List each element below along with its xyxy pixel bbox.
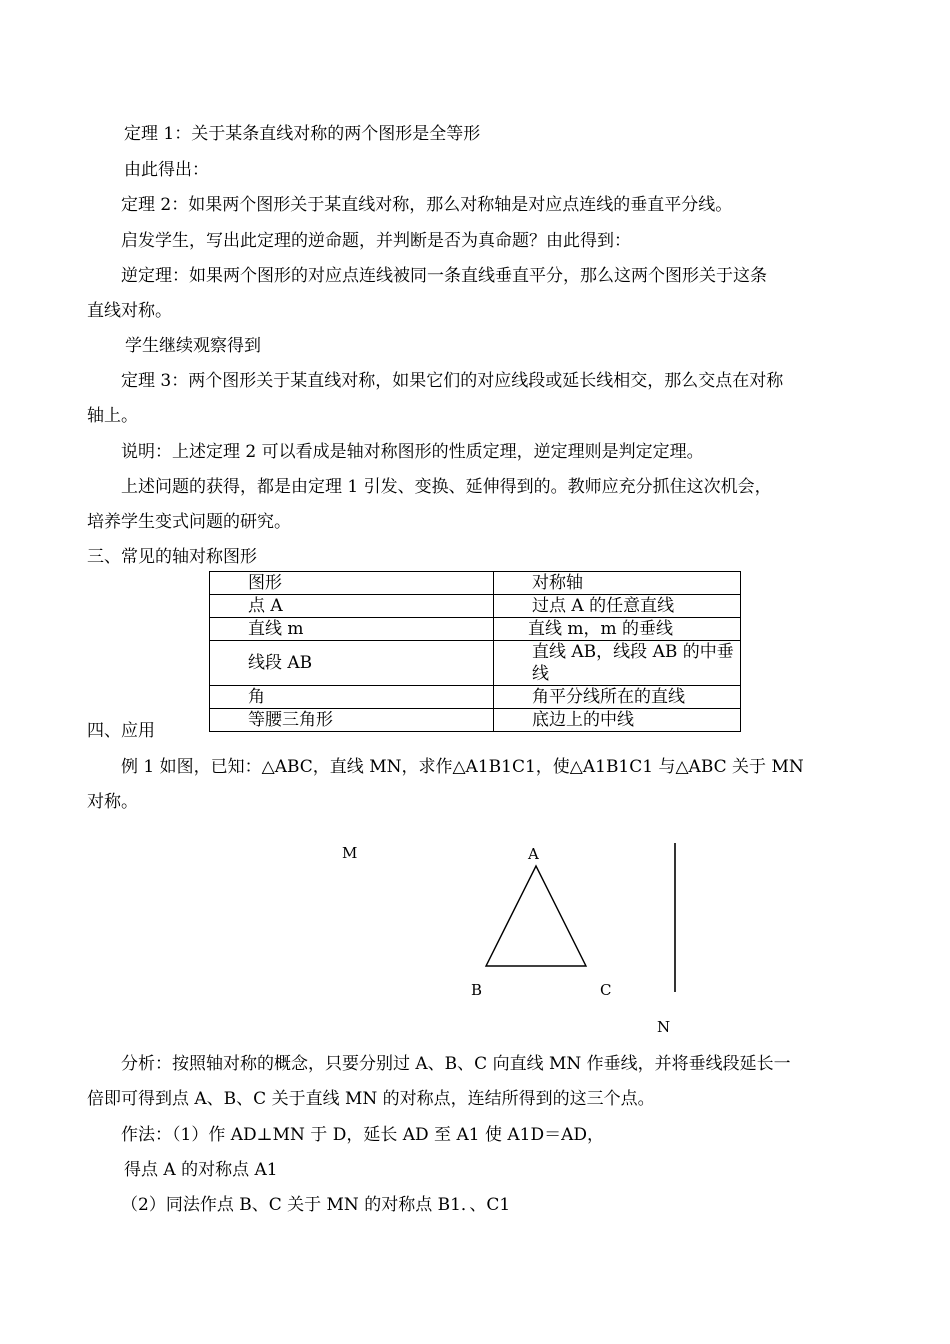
- label-m: M: [342, 844, 358, 862]
- table-header-cell: 图形: [210, 572, 494, 595]
- table-cell: 点 A: [210, 595, 494, 618]
- theorem-3-line2: 轴上。: [87, 406, 138, 426]
- label-a: A: [528, 845, 539, 863]
- method-step-1: 作法：（1）作 AD⊥MN 于 D，延长 AD 至 A1 使 A1D＝AD，: [121, 1125, 604, 1145]
- table-cell: 角平分线所在的直线: [494, 686, 741, 709]
- section-3-heading: 三、常见的轴对称图形: [87, 547, 257, 567]
- table-cell: 直线 AB，线段 AB 的中垂线: [494, 641, 741, 686]
- method-step-1-result: 得点 A 的对称点 A1: [124, 1160, 278, 1180]
- table-cell: 角: [210, 686, 494, 709]
- table-cell: 底边上的中线: [494, 709, 741, 732]
- label-b: B: [471, 981, 483, 999]
- section-4-heading: 四、应用: [87, 721, 155, 741]
- theorem-2: 定理 2：如果两个图形关于某直线对称，那么对称轴是对应点连线的垂直平分线。: [121, 195, 733, 215]
- summary-line1: 上述问题的获得，都是由定理 1 引发、变换、延伸得到的。教师应充分抓住这次机会，: [121, 477, 772, 497]
- students-observe: 学生继续观察得到: [125, 336, 261, 356]
- theorem-3-line1: 定理 3：两个图形关于某直线对称，如果它们的对应线段或延长线相交，那么交点在对称: [121, 371, 784, 391]
- example-1-line2: 对称。: [87, 792, 138, 812]
- label-n: N: [657, 1018, 671, 1036]
- table-cell: 过点 A 的任意直线: [494, 595, 741, 618]
- table-cell: 等腰三角形: [210, 709, 494, 732]
- method-step-2: （2）同法作点 B、C 关于 MN 的对称点 B1．、C1: [121, 1195, 511, 1215]
- label-c: C: [600, 981, 612, 999]
- converse-theorem-line2: 直线对称。: [87, 301, 172, 321]
- triangle-abc: [486, 866, 586, 966]
- table-cell: 直线 m: [210, 618, 494, 641]
- example-1-line1: 例 1 如图，已知：△ABC，直线 MN，求作△A1B1C1，使△A1B1C1 与△ABC 关于 MN: [121, 757, 804, 777]
- analysis-line1: 分析：按照轴对称的概念，只要分别过 A、B、C 向直线 MN 作垂线，并将垂线段延长一: [121, 1054, 791, 1074]
- summary-line2: 培养学生变式问题的研究。: [87, 512, 291, 532]
- table-cell: 直线 m，m 的垂线: [494, 618, 741, 641]
- table-cell: 线段 AB: [210, 641, 494, 686]
- table-header-cell: 对称轴: [494, 572, 741, 595]
- analysis-line2: 倍即可得到点 A、B、C 关于直线 MN 的对称点，连结所得到的这三个点。: [87, 1089, 655, 1109]
- conclusion-intro: 由此得出：: [124, 160, 209, 180]
- converse-theorem-line1: 逆定理：如果两个图形的对应点连线被同一条直线垂直平分，那么这两个图形关于这条: [121, 266, 767, 286]
- explanation: 说明：上述定理 2 可以看成是轴对称图形的性质定理，逆定理则是判定定理。: [121, 442, 704, 462]
- theorem-1: 定理 1：关于某条直线对称的两个图形是全等形: [124, 124, 481, 144]
- inspire-students: 启发学生，写出此定理的逆命题，并判断是否为真命题？由此得到：: [121, 231, 631, 251]
